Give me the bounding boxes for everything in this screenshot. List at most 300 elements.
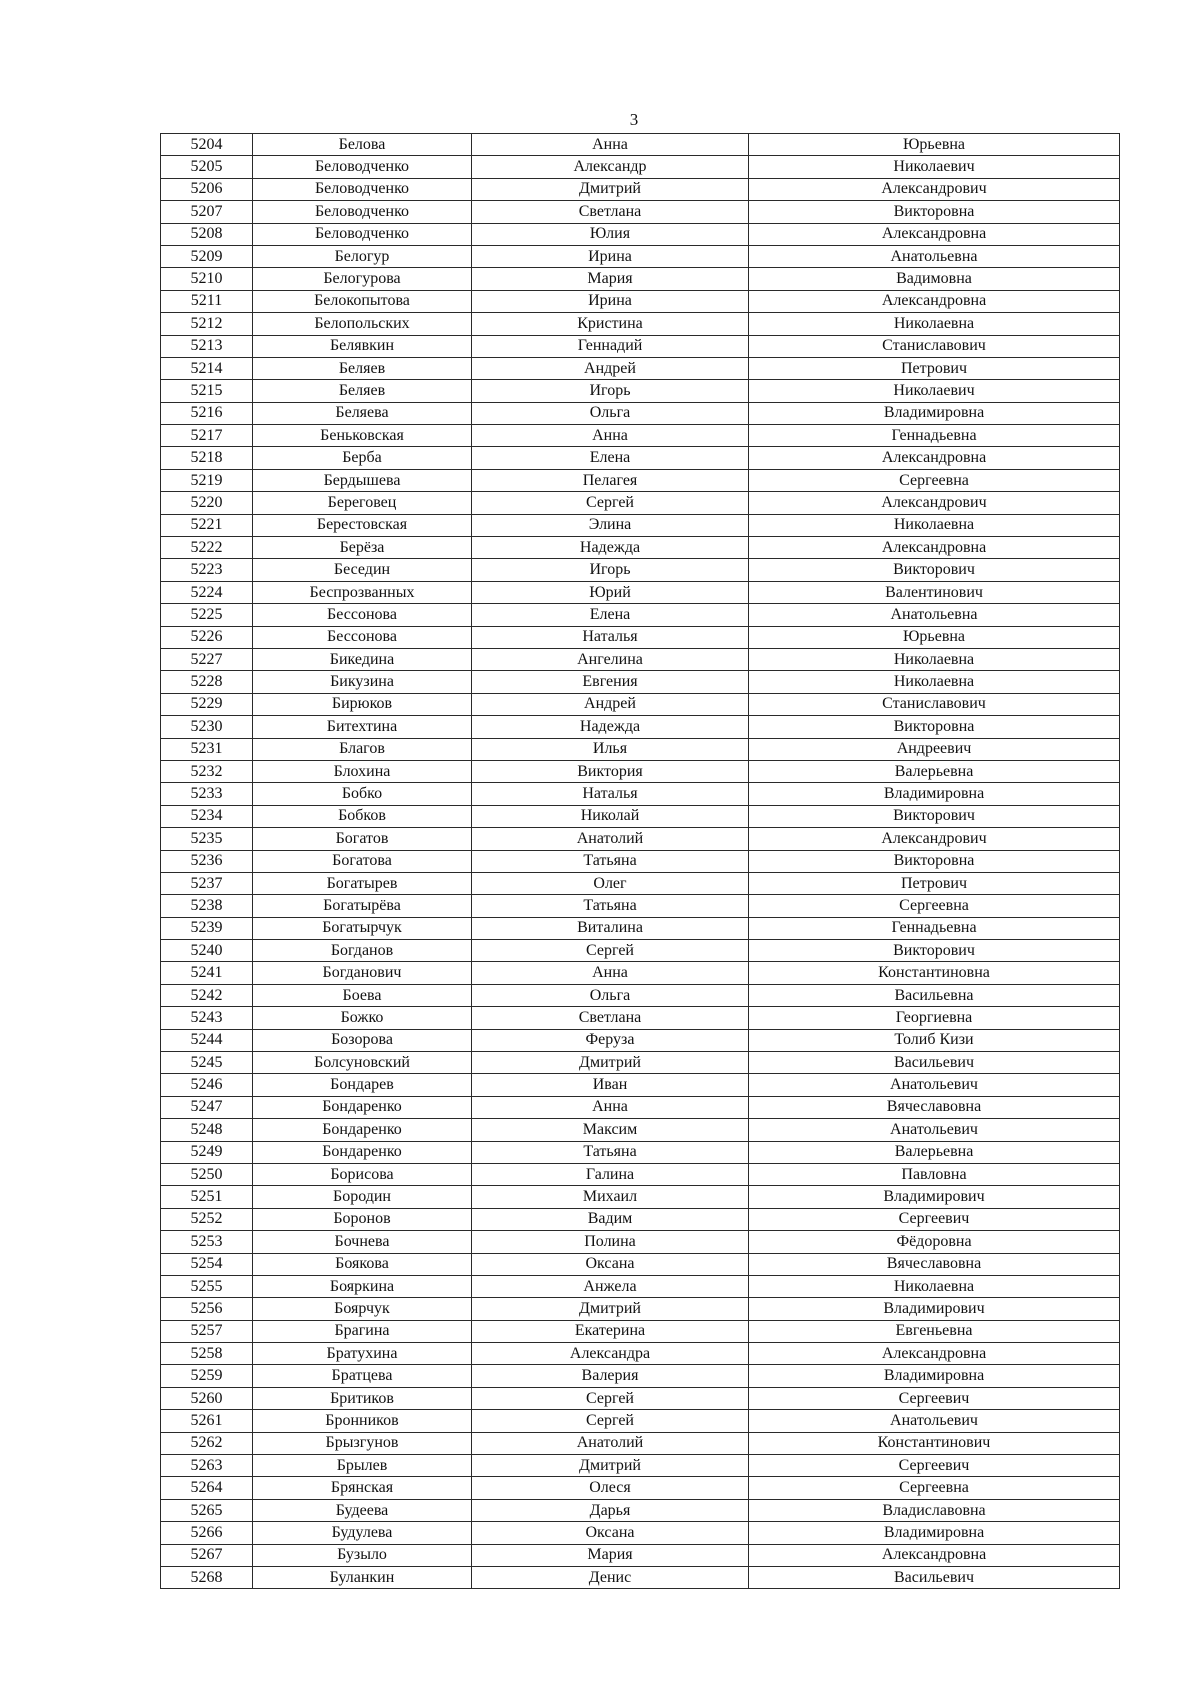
patronymic-cell: Анатольевна	[749, 604, 1120, 626]
table-row	[161, 1365, 1120, 1387]
record-number-cell: 5264	[161, 1477, 253, 1499]
first-name-cell: Надежда	[472, 716, 749, 738]
table-row	[161, 245, 1120, 267]
table-row	[161, 648, 1120, 670]
patronymic-cell: Петрович	[749, 357, 1120, 379]
table-row	[161, 1119, 1120, 1141]
first-name-cell: Мария	[472, 1544, 749, 1566]
record-number-cell: 5226	[161, 626, 253, 648]
table-row	[161, 1320, 1120, 1342]
record-number-cell: 5210	[161, 268, 253, 290]
surname-cell: Бритиков	[253, 1387, 472, 1409]
first-name-cell: Сергей	[472, 1387, 749, 1409]
patronymic-cell: Николаевна	[749, 1275, 1120, 1297]
record-number-cell: 5206	[161, 178, 253, 200]
first-name-cell: Евгения	[472, 671, 749, 693]
patronymic-cell: Станиславович	[749, 335, 1120, 357]
surname-cell: Беловодченко	[253, 201, 472, 223]
patronymic-cell: Юрьевна	[749, 134, 1120, 156]
surname-cell: Брылев	[253, 1455, 472, 1477]
surname-cell: Богданович	[253, 962, 472, 984]
patronymic-cell: Николаевна	[749, 514, 1120, 536]
first-name-cell: Иван	[472, 1074, 749, 1096]
first-name-cell: Надежда	[472, 537, 749, 559]
table-row	[161, 1432, 1120, 1454]
record-number-cell: 5225	[161, 604, 253, 626]
table-row	[161, 1567, 1120, 1589]
patronymic-cell: Владимировна	[749, 1522, 1120, 1544]
patronymic-cell: Александровна	[749, 447, 1120, 469]
surname-cell: Беловодченко	[253, 156, 472, 178]
table-row	[161, 716, 1120, 738]
record-number-cell: 5211	[161, 290, 253, 312]
record-number-cell: 5251	[161, 1186, 253, 1208]
first-name-cell: Николай	[472, 805, 749, 827]
table-row	[161, 290, 1120, 312]
first-name-cell: Кристина	[472, 313, 749, 335]
patronymic-cell: Николаевна	[749, 671, 1120, 693]
record-number-cell: 5237	[161, 872, 253, 894]
surname-cell: Бобков	[253, 805, 472, 827]
patronymic-cell: Викторовна	[749, 716, 1120, 738]
record-number-cell: 5224	[161, 581, 253, 603]
table-row	[161, 537, 1120, 559]
record-number-cell: 5215	[161, 380, 253, 402]
surname-cell: Бердышева	[253, 469, 472, 491]
table-row	[161, 1499, 1120, 1521]
surname-cell: Брянская	[253, 1477, 472, 1499]
first-name-cell: Юрий	[472, 581, 749, 603]
surname-cell: Бояркина	[253, 1275, 472, 1297]
record-number-cell: 5261	[161, 1410, 253, 1432]
first-name-cell: Элина	[472, 514, 749, 536]
table-row	[161, 514, 1120, 536]
surname-cell: Богатов	[253, 828, 472, 850]
table-row	[161, 1208, 1120, 1230]
patronymic-cell: Сергеевич	[749, 1208, 1120, 1230]
table-row	[161, 1007, 1120, 1029]
table-row	[161, 984, 1120, 1006]
patronymic-cell: Викторович	[749, 940, 1120, 962]
surname-cell: Божко	[253, 1007, 472, 1029]
record-number-cell: 5213	[161, 335, 253, 357]
patronymic-cell: Викторовна	[749, 201, 1120, 223]
surname-cell: Белогурова	[253, 268, 472, 290]
surname-cell: Белогур	[253, 245, 472, 267]
first-name-cell: Дарья	[472, 1499, 749, 1521]
first-name-cell: Ольга	[472, 402, 749, 424]
first-name-cell: Елена	[472, 447, 749, 469]
first-name-cell: Игорь	[472, 380, 749, 402]
first-name-cell: Анна	[472, 425, 749, 447]
surname-cell: Бессонова	[253, 604, 472, 626]
surname-cell: Бочнева	[253, 1231, 472, 1253]
patronymic-cell: Юрьевна	[749, 626, 1120, 648]
first-name-cell: Сергей	[472, 492, 749, 514]
record-number-cell: 5267	[161, 1544, 253, 1566]
first-name-cell: Татьяна	[472, 1141, 749, 1163]
table-row	[161, 380, 1120, 402]
first-name-cell: Мария	[472, 268, 749, 290]
surname-cell: Беловодченко	[253, 223, 472, 245]
surname-cell: Бондаренко	[253, 1119, 472, 1141]
surname-cell: Беседин	[253, 559, 472, 581]
first-name-cell: Александр	[472, 156, 749, 178]
patronymic-cell: Александровна	[749, 537, 1120, 559]
table-row	[161, 178, 1120, 200]
record-number-cell: 5252	[161, 1208, 253, 1230]
record-number-cell: 5260	[161, 1387, 253, 1409]
table-row	[161, 335, 1120, 357]
patronymic-cell: Александровна	[749, 290, 1120, 312]
first-name-cell: Ольга	[472, 984, 749, 1006]
table-row	[161, 671, 1120, 693]
first-name-cell: Игорь	[472, 559, 749, 581]
patronymic-cell: Андреевич	[749, 738, 1120, 760]
table-row	[161, 1455, 1120, 1477]
surname-cell: Борисова	[253, 1163, 472, 1185]
patronymic-cell: Викторовна	[749, 850, 1120, 872]
table-row	[161, 469, 1120, 491]
first-name-cell: Анна	[472, 962, 749, 984]
first-name-cell: Геннадий	[472, 335, 749, 357]
record-number-cell: 5255	[161, 1275, 253, 1297]
first-name-cell: Феруза	[472, 1029, 749, 1051]
record-number-cell: 5248	[161, 1119, 253, 1141]
table-row	[161, 268, 1120, 290]
first-name-cell: Наталья	[472, 783, 749, 805]
record-number-cell: 5245	[161, 1052, 253, 1074]
record-number-cell: 5247	[161, 1096, 253, 1118]
patronymic-cell: Николаевна	[749, 648, 1120, 670]
table-row	[161, 1387, 1120, 1409]
record-number-cell: 5254	[161, 1253, 253, 1275]
record-number-cell: 5240	[161, 940, 253, 962]
table-row	[161, 1298, 1120, 1320]
record-number-cell: 5229	[161, 693, 253, 715]
record-number-cell: 5204	[161, 134, 253, 156]
record-number-cell: 5231	[161, 738, 253, 760]
table-row	[161, 1544, 1120, 1566]
first-name-cell: Сергей	[472, 940, 749, 962]
surname-cell: Беляев	[253, 380, 472, 402]
table-row	[161, 805, 1120, 827]
patronymic-cell: Константиновна	[749, 962, 1120, 984]
table-row	[161, 1074, 1120, 1096]
table-row	[161, 492, 1120, 514]
surname-cell: Будеева	[253, 1499, 472, 1521]
table-row	[161, 1522, 1120, 1544]
patronymic-cell: Геннадьевна	[749, 917, 1120, 939]
first-name-cell: Вадим	[472, 1208, 749, 1230]
table-row	[161, 604, 1120, 626]
first-name-cell: Валерия	[472, 1365, 749, 1387]
patronymic-cell: Петрович	[749, 872, 1120, 894]
first-name-cell: Юлия	[472, 223, 749, 245]
record-number-cell: 5228	[161, 671, 253, 693]
patronymic-cell: Евгеньевна	[749, 1320, 1120, 1342]
first-name-cell: Анна	[472, 134, 749, 156]
record-number-cell: 5268	[161, 1567, 253, 1589]
surname-cell: Брагина	[253, 1320, 472, 1342]
first-name-cell: Анатолий	[472, 1432, 749, 1454]
first-name-cell: Елена	[472, 604, 749, 626]
record-number-cell: 5257	[161, 1320, 253, 1342]
patronymic-cell: Владимирович	[749, 1298, 1120, 1320]
first-name-cell: Сергей	[472, 1410, 749, 1432]
first-name-cell: Ирина	[472, 245, 749, 267]
table-row	[161, 895, 1120, 917]
table-row	[161, 156, 1120, 178]
patronymic-cell: Сергеевна	[749, 895, 1120, 917]
patronymic-cell: Александровна	[749, 1544, 1120, 1566]
surname-cell: Боронов	[253, 1208, 472, 1230]
table-row	[161, 962, 1120, 984]
first-name-cell: Светлана	[472, 201, 749, 223]
surname-cell: Бузыло	[253, 1544, 472, 1566]
patronymic-cell: Анатольевич	[749, 1074, 1120, 1096]
surname-cell: Брызгунов	[253, 1432, 472, 1454]
surname-cell: Бирюков	[253, 693, 472, 715]
table-row	[161, 917, 1120, 939]
table-row	[161, 581, 1120, 603]
surname-cell: Бессонова	[253, 626, 472, 648]
record-number-cell: 5208	[161, 223, 253, 245]
record-number-cell: 5262	[161, 1432, 253, 1454]
record-number-cell: 5265	[161, 1499, 253, 1521]
record-number-cell: 5266	[161, 1522, 253, 1544]
first-name-cell: Наталья	[472, 626, 749, 648]
first-name-cell: Андрей	[472, 357, 749, 379]
surname-cell: Белова	[253, 134, 472, 156]
patronymic-cell: Вячеславовна	[749, 1253, 1120, 1275]
patronymic-cell: Павловна	[749, 1163, 1120, 1185]
first-name-cell: Светлана	[472, 1007, 749, 1029]
record-number-cell: 5241	[161, 962, 253, 984]
surname-cell: Белокопытова	[253, 290, 472, 312]
first-name-cell: Оксана	[472, 1522, 749, 1544]
patronymic-cell: Владимировна	[749, 402, 1120, 424]
surname-cell: Братцева	[253, 1365, 472, 1387]
patronymic-cell: Васильевна	[749, 984, 1120, 1006]
record-number-cell: 5221	[161, 514, 253, 536]
surname-cell: Богатырёва	[253, 895, 472, 917]
first-name-cell: Дмитрий	[472, 178, 749, 200]
surname-cell: Беляева	[253, 402, 472, 424]
record-number-cell: 5216	[161, 402, 253, 424]
first-name-cell: Виктория	[472, 760, 749, 782]
table-row	[161, 1186, 1120, 1208]
surname-cell: Будулева	[253, 1522, 472, 1544]
surname-cell: Боярчук	[253, 1298, 472, 1320]
table-row	[161, 1096, 1120, 1118]
patronymic-cell: Владимировна	[749, 783, 1120, 805]
table-row	[161, 559, 1120, 581]
first-name-cell: Полина	[472, 1231, 749, 1253]
table-row	[161, 357, 1120, 379]
first-name-cell: Илья	[472, 738, 749, 760]
patronymic-cell: Толиб Кизи	[749, 1029, 1120, 1051]
record-number-cell: 5250	[161, 1163, 253, 1185]
first-name-cell: Дмитрий	[472, 1298, 749, 1320]
table-row	[161, 850, 1120, 872]
record-number-cell: 5207	[161, 201, 253, 223]
record-number-cell: 5218	[161, 447, 253, 469]
record-number-cell: 5253	[161, 1231, 253, 1253]
record-number-cell: 5219	[161, 469, 253, 491]
first-name-cell: Дмитрий	[472, 1052, 749, 1074]
patronymic-cell: Сергеевна	[749, 1477, 1120, 1499]
surname-cell: Богатырев	[253, 872, 472, 894]
surname-cell: Бородин	[253, 1186, 472, 1208]
surname-cell: Богданов	[253, 940, 472, 962]
surname-cell: Бикедина	[253, 648, 472, 670]
surname-cell: Беляев	[253, 357, 472, 379]
record-number-cell: 5239	[161, 917, 253, 939]
surname-cell: Благов	[253, 738, 472, 760]
record-number-cell: 5233	[161, 783, 253, 805]
patronymic-cell: Валентинович	[749, 581, 1120, 603]
record-number-cell: 5222	[161, 537, 253, 559]
record-number-cell: 5236	[161, 850, 253, 872]
table-row	[161, 313, 1120, 335]
patronymic-cell: Валерьевна	[749, 760, 1120, 782]
table-row	[161, 1163, 1120, 1185]
table-row	[161, 134, 1120, 156]
record-number-cell: 5234	[161, 805, 253, 827]
patronymic-cell: Васильевич	[749, 1052, 1120, 1074]
surname-cell: Бронников	[253, 1410, 472, 1432]
record-number-cell: 5244	[161, 1029, 253, 1051]
record-number-cell: 5227	[161, 648, 253, 670]
record-number-cell: 5256	[161, 1298, 253, 1320]
patronymic-cell: Васильевич	[749, 1567, 1120, 1589]
patronymic-cell: Николаевич	[749, 156, 1120, 178]
patronymic-cell: Александровна	[749, 1343, 1120, 1365]
record-number-cell: 5220	[161, 492, 253, 514]
surname-cell: Берестовская	[253, 514, 472, 536]
table-row	[161, 425, 1120, 447]
first-name-cell: Олеся	[472, 1477, 749, 1499]
surname-cell: Бондаренко	[253, 1096, 472, 1118]
patronymic-cell: Константинович	[749, 1432, 1120, 1454]
first-name-cell: Андрей	[472, 693, 749, 715]
first-name-cell: Анжела	[472, 1275, 749, 1297]
table-row	[161, 828, 1120, 850]
first-name-cell: Екатерина	[472, 1320, 749, 1342]
record-number-cell: 5235	[161, 828, 253, 850]
table-row	[161, 626, 1120, 648]
table-row	[161, 872, 1120, 894]
patronymic-cell: Станиславович	[749, 693, 1120, 715]
surname-cell: Блохина	[253, 760, 472, 782]
first-name-cell: Анатолий	[472, 828, 749, 850]
surname-cell: Белявкин	[253, 335, 472, 357]
surname-cell: Буланкин	[253, 1567, 472, 1589]
record-number-cell: 5249	[161, 1141, 253, 1163]
table-row	[161, 1052, 1120, 1074]
patronymic-cell: Александрович	[749, 492, 1120, 514]
patronymic-cell: Вадимовна	[749, 268, 1120, 290]
table-row	[161, 201, 1120, 223]
first-name-cell: Галина	[472, 1163, 749, 1185]
surname-cell: Бикузина	[253, 671, 472, 693]
first-name-cell: Татьяна	[472, 895, 749, 917]
surname-cell: Боякова	[253, 1253, 472, 1275]
table-row	[161, 1275, 1120, 1297]
patronymic-cell: Владиславовна	[749, 1499, 1120, 1521]
first-name-cell: Олег	[472, 872, 749, 894]
patronymic-cell: Викторович	[749, 559, 1120, 581]
surname-cell: Бозорова	[253, 1029, 472, 1051]
table-row	[161, 1231, 1120, 1253]
patronymic-cell: Валерьевна	[749, 1141, 1120, 1163]
table-row	[161, 447, 1120, 469]
table-row	[161, 402, 1120, 424]
roster-body	[161, 134, 1120, 1589]
surname-cell: Бондаренко	[253, 1141, 472, 1163]
surname-cell: Богатырчук	[253, 917, 472, 939]
surname-cell: Береговец	[253, 492, 472, 514]
patronymic-cell: Вячеславовна	[749, 1096, 1120, 1118]
table-row	[161, 940, 1120, 962]
record-number-cell: 5209	[161, 245, 253, 267]
surname-cell: Беловодченко	[253, 178, 472, 200]
record-number-cell: 5243	[161, 1007, 253, 1029]
patronymic-cell: Владимировна	[749, 1365, 1120, 1387]
first-name-cell: Максим	[472, 1119, 749, 1141]
table-row	[161, 738, 1120, 760]
record-number-cell: 5232	[161, 760, 253, 782]
patronymic-cell: Сергеевна	[749, 469, 1120, 491]
record-number-cell: 5259	[161, 1365, 253, 1387]
patronymic-cell: Георгиевна	[749, 1007, 1120, 1029]
table-row	[161, 1477, 1120, 1499]
patronymic-cell: Николаевич	[749, 380, 1120, 402]
record-number-cell: 5205	[161, 156, 253, 178]
surname-cell: Боева	[253, 984, 472, 1006]
surname-cell: Берёза	[253, 537, 472, 559]
patronymic-cell: Александрович	[749, 178, 1120, 200]
patronymic-cell: Сергеевич	[749, 1455, 1120, 1477]
record-number-cell: 5214	[161, 357, 253, 379]
first-name-cell: Дмитрий	[472, 1455, 749, 1477]
patronymic-cell: Александровна	[749, 223, 1120, 245]
first-name-cell: Виталина	[472, 917, 749, 939]
patronymic-cell: Анатольевна	[749, 245, 1120, 267]
patronymic-cell: Владимирович	[749, 1186, 1120, 1208]
surname-cell: Берба	[253, 447, 472, 469]
first-name-cell: Татьяна	[472, 850, 749, 872]
patronymic-cell: Викторович	[749, 805, 1120, 827]
surname-cell: Беспрозванных	[253, 581, 472, 603]
first-name-cell: Оксана	[472, 1253, 749, 1275]
first-name-cell: Михаил	[472, 1186, 749, 1208]
page-number: 3	[629, 110, 639, 129]
surname-cell: Белопольских	[253, 313, 472, 335]
patronymic-cell: Сергеевич	[749, 1387, 1120, 1409]
record-number-cell: 5230	[161, 716, 253, 738]
surname-cell: Бондарев	[253, 1074, 472, 1096]
first-name-cell: Ирина	[472, 290, 749, 312]
record-number-cell: 5217	[161, 425, 253, 447]
table-row	[161, 783, 1120, 805]
patronymic-cell: Анатольевич	[749, 1119, 1120, 1141]
record-number-cell: 5263	[161, 1455, 253, 1477]
first-name-cell: Анна	[472, 1096, 749, 1118]
surname-cell: Богатова	[253, 850, 472, 872]
first-name-cell: Денис	[472, 1567, 749, 1589]
